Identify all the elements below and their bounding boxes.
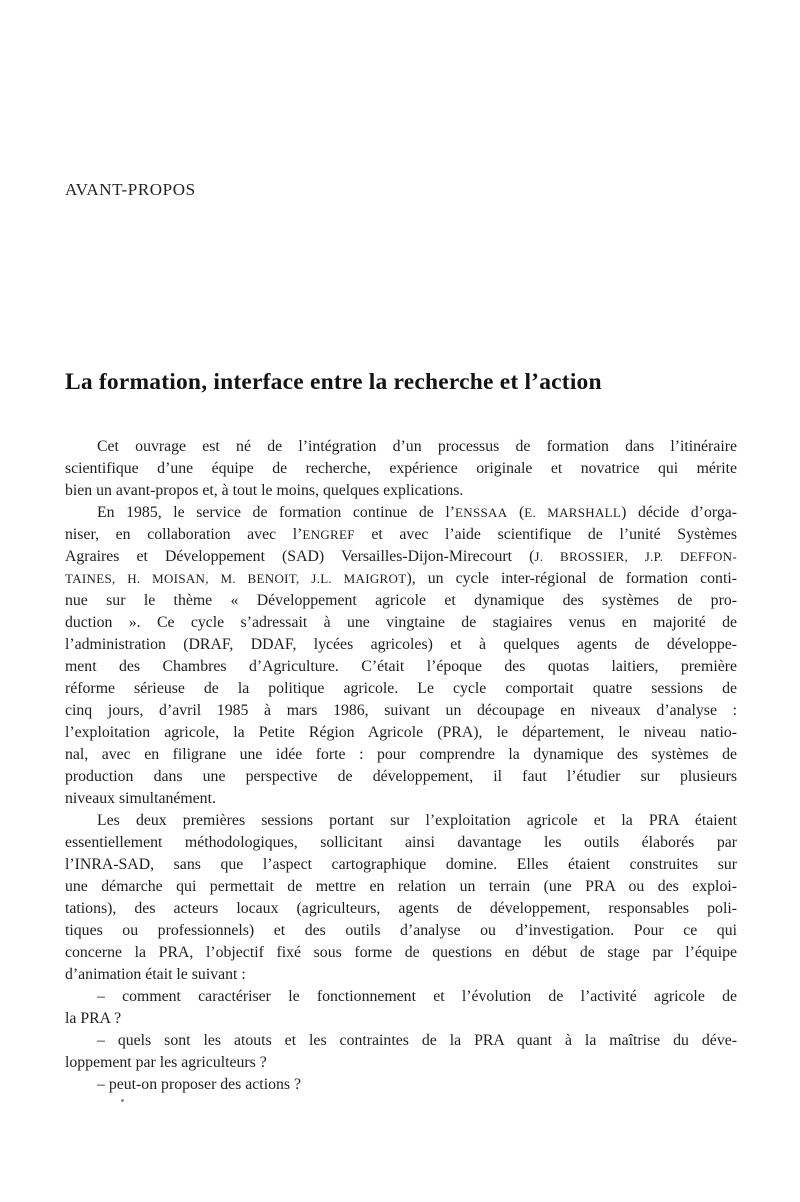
text-line: Agraires et Développement (SAD) Versailles-Dijon-Mirecourt (J. BROSSIER, J.P. DEFFON- bbox=[65, 548, 737, 565]
text-line: TAINES, H. MOISAN, M. BENOIT, J.L. MAIGROT), un cycle inter-régional de formation conti- bbox=[65, 570, 737, 587]
ink-speck bbox=[121, 1099, 124, 1102]
smallcaps-text: E. MARSHALL bbox=[524, 505, 622, 520]
text-line: cinq jours, d’avril 1985 à mars 1986, suivant un découpage en niveaux d’analyse : bbox=[65, 702, 737, 719]
text-line: nue sur le thème « Développement agricole et dynamique des systèmes de pro- bbox=[65, 592, 737, 609]
text-line: concerne la PRA, l’objectif fixé sous forme de questions en début de stage par l’équipe bbox=[65, 944, 737, 961]
text-line: niveaux simultanément. bbox=[65, 790, 216, 807]
text-line: tiques ou professionnels) et des outils d’analyse ou d’investigation. Pour ce qui bbox=[65, 922, 737, 939]
text-line: l’INRA-SAD, sans que l’aspect cartographique domine. Elles étaient construites sur bbox=[65, 856, 737, 873]
list-item-line: la PRA ? bbox=[65, 1010, 122, 1027]
text-line: nal, avec en filigrane une idée forte : pour comprendre la dynamique des systèmes de bbox=[65, 746, 737, 763]
text-line: duction ». Ce cycle s’adressait à une vingtaine de stagiaires venus en majorité de bbox=[65, 614, 737, 631]
smallcaps-text: ENSSAA bbox=[455, 505, 508, 520]
smallcaps-text: ENGREF bbox=[302, 527, 355, 542]
text-line: En 1985, le service de formation continue de l’ENSSAA (E. MARSHALL) décide d’orga- bbox=[97, 504, 737, 521]
list-item-line: loppement par les agriculteurs ? bbox=[65, 1054, 267, 1071]
text-line: l’exploitation agricole, la Petite Région Agricole (PRA), le département, le niveau natio- bbox=[65, 724, 737, 741]
text-line: réforme sérieuse de la politique agricole. Le cycle comportait quatre sessions de bbox=[65, 680, 737, 697]
text-line: scientifique d’une équipe de recherche, expérience originale et novatrice qui mérite bbox=[65, 460, 737, 477]
text-line: essentiellement méthodologiques, sollicitant ainsi davantage les outils élaborés par bbox=[65, 834, 737, 851]
text-line: Les deux premières sessions portant sur l’exploitation agricole et la PRA étaient bbox=[97, 812, 737, 829]
text-line: tations), des acteurs locaux (agriculteurs, agents de développement, responsables poli- bbox=[65, 900, 737, 917]
text-line: production dans une perspective de développement, il faut l’étudier sur plusieurs bbox=[65, 768, 737, 785]
text-line: une démarche qui permettait de mettre en relation un terrain (une PRA ou des exploi- bbox=[65, 878, 737, 895]
list-item-line: – peut-on proposer des actions ? bbox=[97, 1076, 301, 1093]
body-text bbox=[65, 436, 737, 1096]
text-line: Cet ouvrage est né de l’intégration d’un processus de formation dans l’itinéraire bbox=[97, 438, 737, 455]
text-line: niser, en collaboration avec l’ENGREF et avec l’aide scientifique de l’unité Systèmes bbox=[65, 526, 737, 543]
text-line: d’animation était le suivant : bbox=[65, 966, 246, 983]
page-title: La formation, interface entre la recherche et l’action bbox=[65, 369, 602, 395]
text-line: ment des Chambres d’Agriculture. C’était l’époque des quotas laitiers, première bbox=[65, 658, 737, 675]
text-line: l’administration (DRAF, DDAF, lycées agricoles) et à quelques agents de développe- bbox=[65, 636, 737, 653]
list-item-line: – comment caractériser le fonctionnement et l’évolution de l’activité agricole de bbox=[97, 988, 737, 1005]
text-line: bien un avant-propos et, à tout le moins, quelques explications. bbox=[65, 482, 464, 499]
smallcaps-text: TAINES, H. MOISAN, M. BENOIT, J.L. MAIGROT bbox=[65, 571, 407, 586]
list-item-line: – quels sont les atouts et les contraintes de la PRA quant à la maîtrise du déve- bbox=[97, 1032, 737, 1049]
chapter-kicker: AVANT-PROPOS bbox=[65, 180, 196, 199]
smallcaps-text: J. BROSSIER, J.P. DEFFON- bbox=[534, 549, 737, 564]
